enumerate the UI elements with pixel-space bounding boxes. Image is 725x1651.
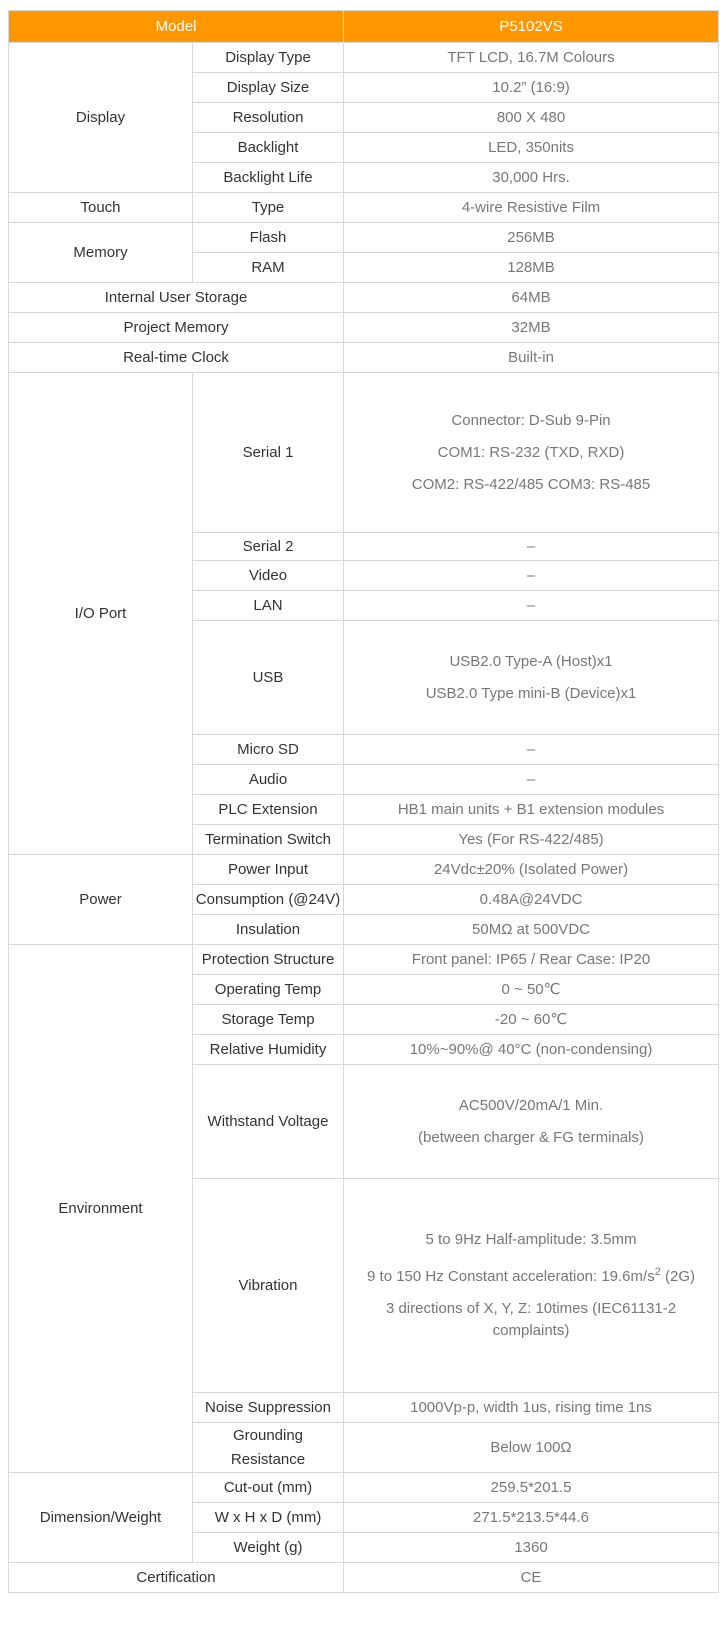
table-row xyxy=(9,855,719,885)
internal-storage-label: Internal User Storage xyxy=(9,283,344,313)
power-input-value: 24Vdc±20% (Isolated Power) xyxy=(344,855,719,885)
lan-label: LAN xyxy=(193,591,344,621)
resolution-value: 800 X 480 xyxy=(344,103,719,133)
table-row xyxy=(9,1563,719,1593)
rtc-value: Built-in xyxy=(344,343,719,373)
category-dimension-weight: Dimension/Weight xyxy=(9,1473,193,1563)
table-row xyxy=(9,223,719,253)
display-size-value: 10.2” (16:9) xyxy=(344,73,719,103)
table-row xyxy=(9,283,719,313)
weight-value: 1360 xyxy=(344,1533,719,1563)
operating-temp-value: 0 ~ 50℃ xyxy=(344,975,719,1005)
whd-value: 271.5*213.5*44.6 xyxy=(344,1503,719,1533)
spec-table xyxy=(8,10,719,1593)
vibration-line: 5 to 9Hz Half-amplitude: 3.5mm xyxy=(425,1231,637,1248)
withstand-voltage-label: Withstand Voltage xyxy=(193,1065,344,1179)
category-memory: Memory xyxy=(9,223,193,283)
backlight-label: Backlight xyxy=(193,133,344,163)
serial1-value xyxy=(344,373,719,533)
project-memory-label: Project Memory xyxy=(9,313,344,343)
certification-label: Certification xyxy=(9,1563,344,1593)
resolution-label: Resolution xyxy=(193,103,344,133)
vibration-line2-text: 9 to 150 Hz Constant acceleration: 19.6m/s xyxy=(367,1268,655,1285)
usb-line: USB2.0 Type mini-B (Device)x1 xyxy=(425,684,637,702)
display-size-label: Display Size xyxy=(193,73,344,103)
backlight-value: LED, 350nits xyxy=(344,133,719,163)
humidity-label: Relative Humidity xyxy=(193,1035,344,1065)
audio-value: – xyxy=(344,765,719,795)
serial2-value: – xyxy=(344,533,719,561)
vibration-line2-sup: 2 xyxy=(654,1266,661,1278)
category-touch: Touch xyxy=(9,193,193,223)
flash-value: 256MB xyxy=(344,223,719,253)
noise-suppression-value: 1000Vp-p, width 1us, rising time 1ns xyxy=(344,1393,719,1423)
noise-suppression-label: Noise Suppression xyxy=(193,1393,344,1423)
storage-temp-label: Storage Temp xyxy=(193,1005,344,1035)
microsd-value: – xyxy=(344,735,719,765)
lan-value: – xyxy=(344,591,719,621)
serial1-line: Connector: D-Sub 9-Pin xyxy=(451,411,611,429)
table-row xyxy=(9,945,719,975)
cutout-value: 259.5*201.5 xyxy=(344,1473,719,1503)
termination-switch-label: Termination Switch xyxy=(193,825,344,855)
protection-value: Front panel: IP65 / Rear Case: IP20 xyxy=(344,945,719,975)
video-label: Video xyxy=(193,561,344,591)
serial1-label: Serial 1 xyxy=(193,373,344,533)
serial1-line: COM2: RS-422/485 COM3: RS-485 xyxy=(411,475,651,493)
humidity-value: 10%~90%@ 40°C (non-condensing) xyxy=(344,1035,719,1065)
table-row xyxy=(9,343,719,373)
insulation-value: 50MΩ at 500VDC xyxy=(344,915,719,945)
model-label: Model xyxy=(9,11,344,43)
usb-label: USB xyxy=(193,621,344,735)
consumption-label: Consumption (@24V) xyxy=(193,885,344,915)
storage-temp-value: -20 ~ 60℃ xyxy=(344,1005,719,1035)
ram-label: RAM xyxy=(193,253,344,283)
video-value: – xyxy=(344,561,719,591)
usb-value xyxy=(344,621,719,735)
vibration-line2-suffix: (2G) xyxy=(660,1268,695,1285)
backlight-life-label: Backlight Life xyxy=(193,163,344,193)
withstand-line: (between charger & FG terminals) xyxy=(418,1128,644,1146)
withstand-line: AC500V/20mA/1 Min. xyxy=(458,1096,604,1114)
flash-label: Flash xyxy=(193,223,344,253)
withstand-voltage-value xyxy=(344,1065,719,1179)
table-row xyxy=(9,373,719,533)
serial1-line: COM1: RS-232 (TXD, RXD) xyxy=(437,443,625,461)
touch-type-label: Type xyxy=(193,193,344,223)
table-row xyxy=(9,43,719,73)
rtc-label: Real-time Clock xyxy=(9,343,344,373)
cutout-label: Cut-out (mm) xyxy=(193,1473,344,1503)
power-input-label: Power Input xyxy=(193,855,344,885)
insulation-label: Insulation xyxy=(193,915,344,945)
display-type-label: Display Type xyxy=(193,43,344,73)
protection-label: Protection Structure xyxy=(193,945,344,975)
grounding-resistance-label: Grounding Resistance xyxy=(193,1423,344,1473)
vibration-value xyxy=(344,1179,719,1393)
table-row xyxy=(9,193,719,223)
grounding-resistance-value: Below 100Ω xyxy=(344,1423,719,1473)
model-value: P5102VS xyxy=(344,11,719,43)
usb-line: USB2.0 Type-A (Host)x1 xyxy=(449,652,613,670)
whd-label: W x H x D (mm) xyxy=(193,1503,344,1533)
microsd-label: Micro SD xyxy=(193,735,344,765)
touch-type-value: 4-wire Resistive Film xyxy=(344,193,719,223)
plc-extension-label: PLC Extension xyxy=(193,795,344,825)
table-row xyxy=(9,1473,719,1503)
internal-storage-value: 64MB xyxy=(344,283,719,313)
ram-value: 128MB xyxy=(344,253,719,283)
consumption-value: 0.48A@24VDC xyxy=(344,885,719,915)
vibration-line xyxy=(346,1261,716,1288)
category-io-port: I/O Port xyxy=(9,373,193,855)
vibration-label: Vibration xyxy=(193,1179,344,1393)
header-row xyxy=(9,11,719,43)
certification-value: CE xyxy=(344,1563,719,1593)
vibration-line: 3 directions of X, Y, Z: 10times (IEC61131-2 complaints) xyxy=(385,1300,677,1339)
termination-switch-value: Yes (For RS-422/485) xyxy=(344,825,719,855)
project-memory-value: 32MB xyxy=(344,313,719,343)
operating-temp-label: Operating Temp xyxy=(193,975,344,1005)
category-power: Power xyxy=(9,855,193,945)
display-type-value: TFT LCD, 16.7M Colours xyxy=(344,43,719,73)
plc-extension-value: HB1 main units + B1 extension modules xyxy=(344,795,719,825)
audio-label: Audio xyxy=(193,765,344,795)
table-row xyxy=(9,313,719,343)
serial2-label: Serial 2 xyxy=(193,533,344,561)
category-environment: Environment xyxy=(9,945,193,1473)
category-display: Display xyxy=(9,43,193,193)
backlight-life-value: 30,000 Hrs. xyxy=(344,163,719,193)
weight-label: Weight (g) xyxy=(193,1533,344,1563)
